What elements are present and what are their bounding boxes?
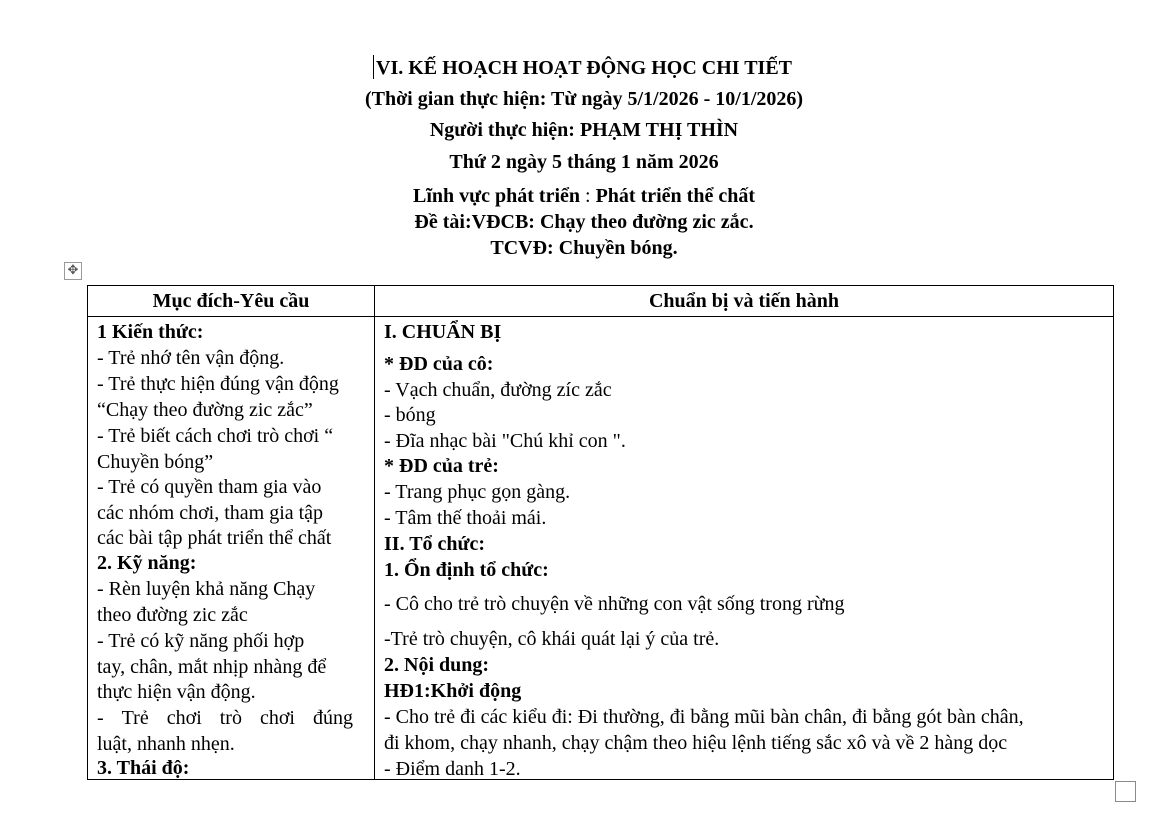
doc-date: Thứ 2 ngày 5 tháng 1 năm 2026 [449,151,719,173]
list-item: - bóng [384,404,436,426]
table-row [88,317,1114,780]
section-heading: II. Tổ chức: [384,533,486,555]
list-item: theo đường zic zắc [97,604,248,626]
justified-word: trò [219,707,242,729]
list-item: - Tâm thế thoải mái. [384,507,547,529]
section-heading: 2. Kỹ năng: [97,552,197,574]
doc-period: (Thời gian thực hiện: Từ ngày 5/1/2026 - 10/1/2026) [364,88,804,110]
justified-word: đúng [312,707,353,729]
doc-topic: Đề tài:VĐCB: Chạy theo đường zic zắc. [414,211,754,233]
doc-title: VI. KẾ HOẠCH HOẠT ĐỘNG HỌC CHI TIẾT [376,57,792,79]
move-icon[interactable]: ✥ [64,262,82,280]
section-heading: I. CHUẨN BỊ [384,321,502,343]
section-heading: 1. Ổn định tổ chức: [384,559,549,581]
doc-field [0,186,1168,206]
list-item: - Điểm danh 1-2. [384,758,521,779]
list-item: - Trẻ biết cách chơi trò chơi “ [97,425,334,447]
lesson-plan-table [87,285,1114,780]
resize-handle-icon[interactable] [1115,781,1136,802]
list-item: “Chạy theo đường zic zắc” [97,399,313,421]
list-item: - Rèn luyện khả năng Chạy [97,578,316,600]
list-item: tay, chân, mắt nhịp nhàng để [97,656,327,678]
list-item: - Vạch chuẩn, đường zíc zắc [384,379,612,401]
list-item: đi khom, chạy nhanh, chạy chậm theo hiệu lệnh tiếng sắc xô và về 2 hàng dọc [384,732,1008,754]
section-heading: HĐ1:Khởi động [384,680,522,702]
doc-game: TCVĐ: Chuyền bóng. [490,237,678,259]
doc-teacher: Người thực hiện: PHẠM THỊ THÌN [429,119,739,141]
field-sep: : [580,185,596,207]
justified-word: chơi [166,707,202,729]
section-heading: * ĐD của trẻ: [384,455,499,477]
list-item: 1 Kiến thức: [97,321,204,343]
col1-header: Mục đích-Yêu cầu [88,286,375,317]
section-heading: 2. Nội dung: [384,654,490,676]
justified-line [97,707,353,729]
list-item: - Đĩa nhạc bài "Chú khỉ con ". [384,430,626,452]
field-label: Lĩnh vực phát triển [412,185,581,207]
justified-word: - [97,707,104,729]
field-value: Phát triển thể chất [595,185,755,207]
list-item: Chuyền bóng” [97,451,214,473]
list-item: các bài tập phát triển thể chất [97,527,332,549]
list-item: - Trẻ có quyền tham gia vào [97,476,322,498]
col2-header: Chuẩn bị và tiến hành [375,286,1114,317]
justified-word: chơi [259,707,295,729]
section-heading: 3. Thái độ: [97,757,190,779]
table-header-row [88,286,1114,317]
list-item: thực hiện vận động. [97,681,256,703]
list-item: luật, nhanh nhẹn. [97,733,235,755]
list-item: - Trẻ nhớ tên vận động. [97,347,285,369]
preparation-cell [375,317,1114,780]
section-heading: * ĐD của cô: [384,353,494,375]
objectives-cell [88,317,375,780]
list-item: - Trẻ thực hiện đúng vận động [97,373,339,395]
list-item: - Trẻ có kỹ năng phối hợp [97,630,305,652]
list-item: - Trang phục gọn gàng. [384,481,571,503]
list-item: - Cô cho trẻ trò chuyện về những con vật sống trong rừng [384,593,845,615]
list-item: -Trẻ trò chuyện, cô khái quát lại ý của trẻ. [384,628,720,650]
justified-word: Trẻ [121,707,149,729]
list-item: - Cho trẻ đi các kiểu đi: Đi thường, đi bằng mũi bàn chân, đi bằng gót bàn chân, [384,706,1024,728]
list-item: các nhóm chơi, tham gia tập [97,502,324,524]
